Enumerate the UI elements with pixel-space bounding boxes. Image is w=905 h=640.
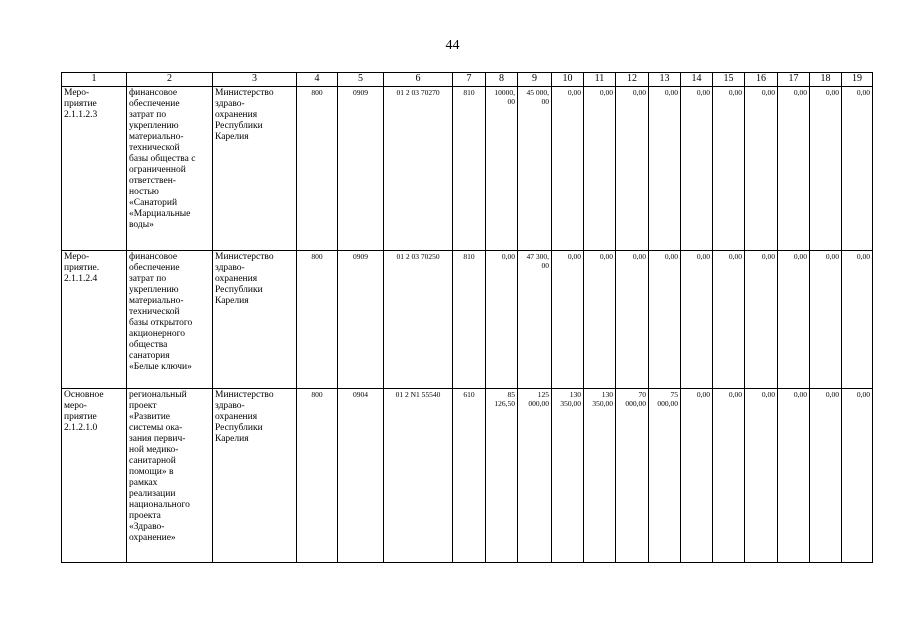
column-header: 15: [713, 73, 745, 87]
amount-cell: 70 000,00: [616, 389, 649, 563]
code-cell: 800: [297, 251, 338, 389]
amount-cell: 0,00: [778, 251, 810, 389]
column-header: 17: [778, 73, 810, 87]
code-cell: 800: [297, 87, 338, 251]
code-cell: 01 2 03 70250: [384, 251, 453, 389]
amount-cell: 0,00: [584, 87, 616, 251]
column-header: 16: [745, 73, 778, 87]
code-cell: 01 2 03 70270: [384, 87, 453, 251]
budget-table: [61, 72, 873, 563]
column-header: 10: [552, 73, 584, 87]
column-header: 14: [681, 73, 713, 87]
amount-cell: 10000, 00: [486, 87, 518, 251]
amount-cell: 130 350,00: [584, 389, 616, 563]
column-header: 12: [616, 73, 649, 87]
column-header: 18: [810, 73, 842, 87]
executor-cell: Министерство здраво- охранения Республики Карелия: [213, 389, 297, 563]
amount-cell: 0,00: [745, 389, 778, 563]
column-header: 4: [297, 73, 338, 87]
column-header: 19: [842, 73, 873, 87]
amount-cell: 0,00: [681, 87, 713, 251]
amount-cell: 0,00: [842, 389, 873, 563]
amount-cell: 0,00: [681, 251, 713, 389]
amount-cell: 0,00: [616, 87, 649, 251]
amount-cell: 0,00: [778, 87, 810, 251]
executor-cell: Министерство здраво- охранения Республики Карелия: [213, 87, 297, 251]
amount-cell: 0,00: [649, 87, 681, 251]
column-header: 8: [486, 73, 518, 87]
header-row: [62, 73, 873, 87]
amount-cell: 0,00: [842, 251, 873, 389]
amount-cell: 0,00: [616, 251, 649, 389]
event-code-cell: Меро- приятие 2.1.1.2.3: [62, 87, 127, 251]
amount-cell: 0,00: [745, 251, 778, 389]
column-header: 7: [453, 73, 486, 87]
amount-cell: 0,00: [552, 87, 584, 251]
table-row: [62, 87, 873, 251]
table-row: [62, 251, 873, 389]
amount-cell: 85 126,50: [486, 389, 518, 563]
amount-cell: 0,00: [713, 87, 745, 251]
table-row: [62, 389, 873, 563]
code-cell: 810: [453, 87, 486, 251]
amount-cell: 0,00: [778, 389, 810, 563]
amount-cell: 0,00: [649, 251, 681, 389]
amount-cell: 0,00: [810, 87, 842, 251]
amount-cell: 0,00: [681, 389, 713, 563]
amount-cell: 0,00: [713, 389, 745, 563]
executor-cell: Министерство здраво- охранения Республики Карелия: [213, 251, 297, 389]
column-header: 2: [127, 73, 213, 87]
amount-cell: 45 000, 00: [518, 87, 552, 251]
event-description-cell: финансовое обеспечение затрат по укреплению материально- технической базы открытого акционерного общества санатория «Белые ключи»: [127, 251, 213, 389]
column-header: 11: [584, 73, 616, 87]
amount-cell: 0,00: [552, 251, 584, 389]
page-number: 44: [445, 38, 460, 53]
code-cell: 810: [453, 251, 486, 389]
code-cell: 0909: [338, 251, 384, 389]
code-cell: 01 2 N1 55540: [384, 389, 453, 563]
amount-cell: 75 000,00: [649, 389, 681, 563]
event-description-cell: финансовое обеспечение затрат по укреплению материально- технической базы общества с ограниченной ответствен- ностью «Санаторий «Марциальные воды»: [127, 87, 213, 251]
amount-cell: 0,00: [810, 251, 842, 389]
amount-cell: 0,00: [810, 389, 842, 563]
amount-cell: 125 000,00: [518, 389, 552, 563]
event-code-cell: Основное меро- приятие 2.1.2.1.0: [62, 389, 127, 563]
amount-cell: 0,00: [486, 251, 518, 389]
amount-cell: 0,00: [713, 251, 745, 389]
column-header: 1: [62, 73, 127, 87]
code-cell: 800: [297, 389, 338, 563]
amount-cell: 130 350,00: [552, 389, 584, 563]
amount-cell: 47 300, 00: [518, 251, 552, 389]
code-cell: 0904: [338, 389, 384, 563]
code-cell: 610: [453, 389, 486, 563]
amount-cell: 0,00: [842, 87, 873, 251]
column-header: 9: [518, 73, 552, 87]
amount-cell: 0,00: [584, 251, 616, 389]
event-code-cell: Меро- приятие. 2.1.1.2.4: [62, 251, 127, 389]
column-header: 3: [213, 73, 297, 87]
code-cell: 0909: [338, 87, 384, 251]
column-header: 13: [649, 73, 681, 87]
amount-cell: 0,00: [745, 87, 778, 251]
column-header: 6: [384, 73, 453, 87]
event-description-cell: региональный проект «Развитие системы ока- зания первич- ной медико- санитарной помощи» в рамках реализации национального проекта «Здраво- охранение»: [127, 389, 213, 563]
column-header: 5: [338, 73, 384, 87]
